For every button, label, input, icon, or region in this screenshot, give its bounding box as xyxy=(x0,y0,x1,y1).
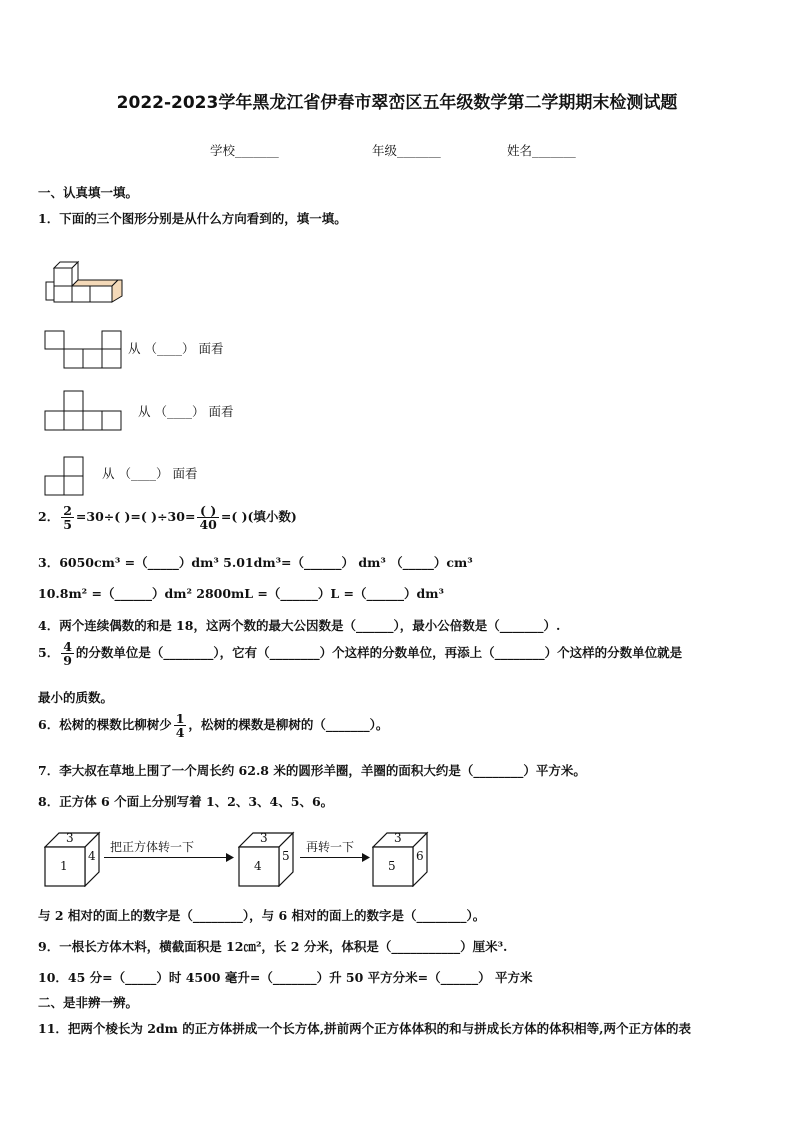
arrow-head-2-icon xyxy=(362,853,370,862)
view-figure-2 xyxy=(44,390,124,432)
question-7: 7．李大叔在草地上围了一个周长约 62.8 米的圆形羊圈，羊圈的面积大约是（________）平方米。 xyxy=(38,763,586,778)
rotate-label-2: 再转一下 xyxy=(306,840,355,854)
question-9: 9．一根长方体木料，横截面积是 12㎝²，长 2 分米，体积是（___________）厘米³. xyxy=(38,939,508,954)
question-2: 2． $\frac{2}{5}$ =30÷( )=( )÷30= $\frac{( )}{40}$ =( )(填小数) xyxy=(38,503,297,533)
question-6: 6．松树的棵数比柳树少 $\frac{1}{4}$ ，松树的棵数是柳树的（_______）。 xyxy=(38,711,389,741)
question-3-line-2: 10.8m² =（______）dm² 2800mL =（______）L =（______）dm³ xyxy=(38,586,444,601)
cube-3 xyxy=(372,831,430,887)
question-5: 5． $\frac{4}{9}$ 的分数单位是（________），它有（________）个这样的分数单位，再添上（________）个这样的分数单位就是 xyxy=(38,639,683,669)
question-8-answer: 与 2 相对的面上的数字是（________），与 6 相对的面上的数字是（________）。 xyxy=(38,908,486,923)
cube-2-front: 4 xyxy=(254,859,262,873)
arrow-head-1-icon xyxy=(226,853,234,862)
view-1-label: 从 （____） 面看 xyxy=(128,341,224,356)
cube-3-side: 6 xyxy=(416,849,424,863)
view-figure-3 xyxy=(44,456,86,498)
section-2-heading: 二、是非辨一辨。 xyxy=(38,995,139,1010)
section-1-heading: 一、认真填一填。 xyxy=(38,185,139,200)
cube-2-side: 5 xyxy=(282,849,290,863)
cube-1-top: 3 xyxy=(66,831,74,845)
fraction-1-4: $\frac{1}{4}$ xyxy=(175,711,185,741)
cube-1 xyxy=(44,831,102,887)
school-field: 学校_______ xyxy=(210,143,279,158)
cube-2 xyxy=(238,831,296,887)
question-3-line-1: 3．6050cm³ =（_____）dm³ 5.01dm³=（______） dm³ （_____）cm³ xyxy=(38,555,473,570)
grade-field: 年级_______ xyxy=(372,143,441,158)
cube-3-front: 5 xyxy=(388,859,396,873)
block-figure-3d xyxy=(44,260,126,306)
cube-1-side: 4 xyxy=(88,849,96,863)
page-title: 2022-2023学年黑龙江省伊春市翠峦区五年级数学第二学期期末检测试题 xyxy=(116,93,678,113)
cube-2-top: 3 xyxy=(260,831,268,845)
view-2-label: 从 （____） 面看 xyxy=(138,404,234,419)
question-4: 4．两个连续偶数的和是 18，这两个数的最大公因数是（______），最小公倍数是（_______）. xyxy=(38,618,561,633)
question-1: 1．下面的三个图形分别是从什么方向看到的，填一填。 xyxy=(38,211,347,226)
rotate-arrow-1 xyxy=(104,857,228,858)
rotate-arrow-2 xyxy=(300,857,364,858)
question-11: 11．把两个棱长为 2dm 的正方体拼成一个长方体,拼前两个正方体体积的和与拼成长方体的体积相等,两个正方体的表 xyxy=(38,1021,691,1036)
view-3-label: 从 （____） 面看 xyxy=(102,466,198,481)
question-8: 8．正方体 6 个面上分别写着 1、2、3、4、5、6。 xyxy=(38,794,334,809)
name-field: 姓名_______ xyxy=(507,143,576,158)
question-5-line-2: 最小的质数。 xyxy=(38,690,114,705)
view-figure-1 xyxy=(44,330,124,370)
fraction-4-9: $\frac{4}{9}$ xyxy=(63,639,72,669)
cube-1-front: 1 xyxy=(60,859,68,873)
rotate-label-1: 把正方体转一下 xyxy=(110,840,195,854)
fraction-2-5: $\frac{2}{5}$ xyxy=(63,503,72,533)
question-10: 10．45 分=（_____）时 4500 毫升=（_______）升 50 平方分米=（______） 平方米 xyxy=(38,970,533,985)
fraction-blank-40: $\frac{( )}{40}$ xyxy=(199,503,217,533)
cube-3-top: 3 xyxy=(394,831,402,845)
